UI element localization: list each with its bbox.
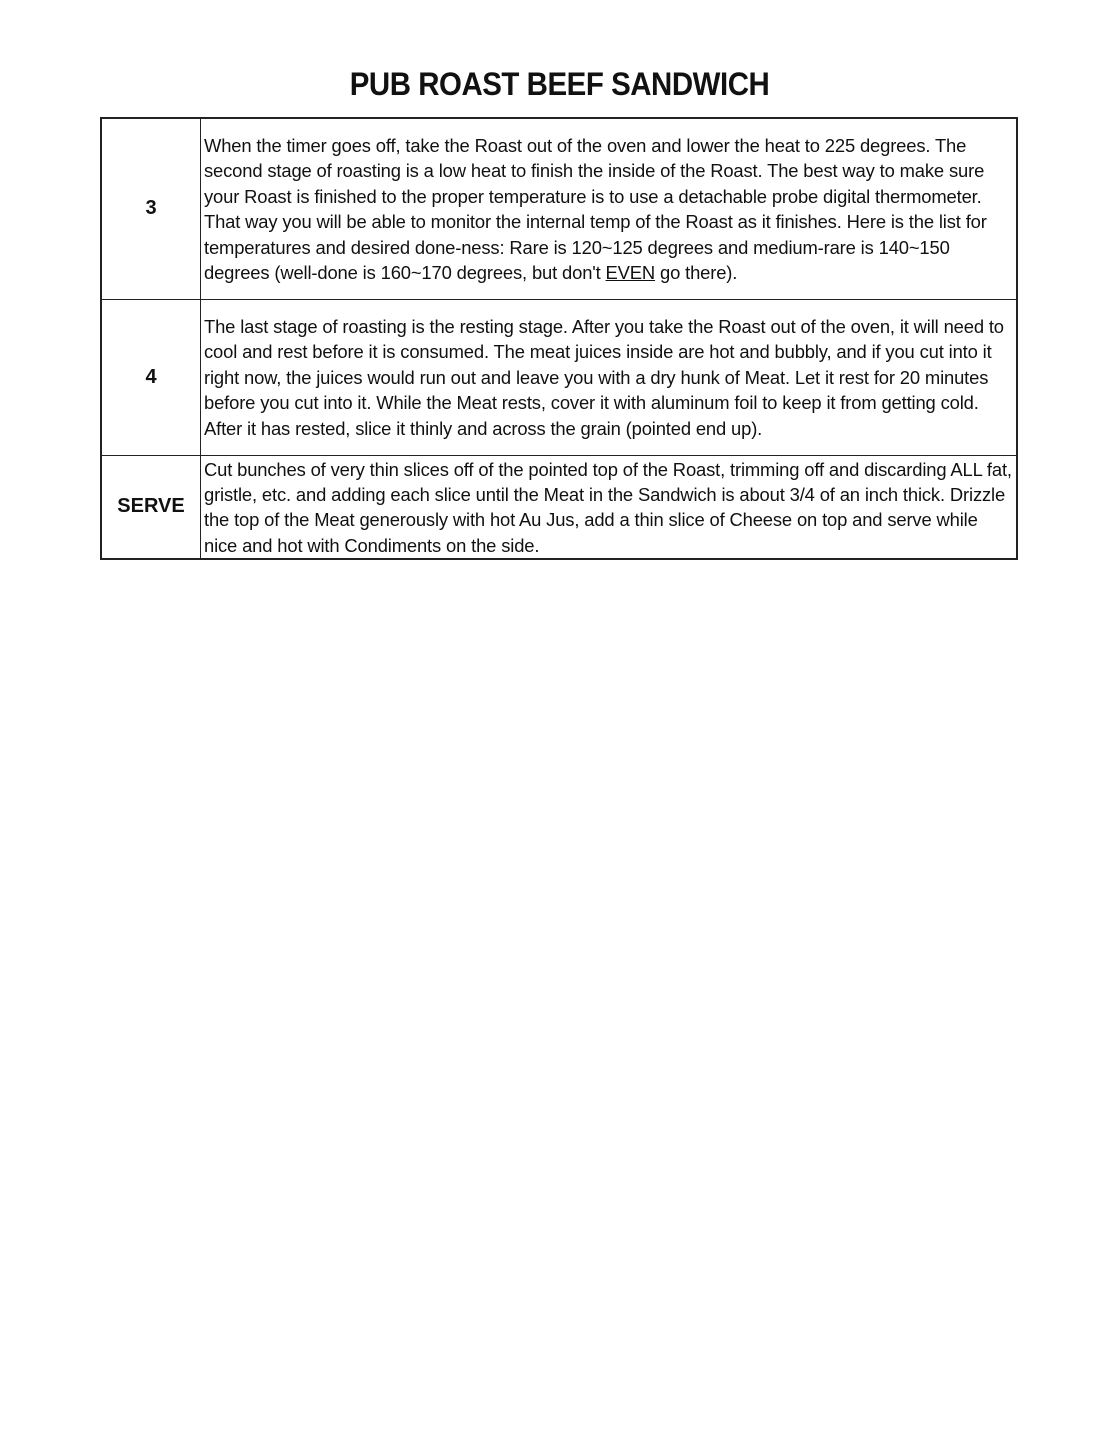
step-text: The last stage of roasting is the resting stage. After you take the Roast out of the oven, it will need to cool and rest before it is consumed. The meat juices inside are hot and bubbly, and if you cut into it right now, the juices would run out and leave you with a dry hunk of Meat. Let it rest for 20 minutes before you cut into it. While the Meat rests, cover it with aluminum foil to keep it from getting cold. After it has rested, slice it thinly and across the grain (pointed end up). [201, 299, 1018, 455]
step-text: Cut bunches of very thin slices off of the pointed top of the Roast, trimming off and discarding ALL fat, gristle, etc. and adding each slice until the Meat in the Sandwich is about 3/4 of an inch thick. Drizzle the top of the Meat generously with hot Au Jus, add a thin slice of Cheese on top and serve while nice and hot with Condiments on the side. [201, 455, 1018, 559]
step-text-part: When the timer goes off, take the Roast out of the oven and lower the heat to 225 degrees. The second stage of roasting is a low heat to finish the inside of the Roast. The best way to make sure your Roast is finished to the proper temperature is to use a detachable probe digital thermometer. That way you will be able to monitor the internal temp of the Roast as it finishes. Here is the list for temperatures and desired done-ness: Rare is 120~125 degrees and medium-rare is 140~150 degrees (well-done is 160~170 degrees, but don't [204, 135, 987, 284]
step-text-part: go there). [655, 262, 738, 284]
step-number: SERVE [101, 455, 201, 559]
step-text [201, 118, 1018, 299]
step-number: 3 [101, 118, 201, 299]
step-number: 4 [101, 299, 201, 455]
document-title: PUB ROAST BEEF SANDWICH [349, 66, 770, 102]
table-row [101, 455, 1017, 559]
underlined-emphasis: EVEN [605, 262, 656, 284]
table-row [101, 118, 1017, 299]
table-row [101, 299, 1017, 455]
steps-table [100, 117, 1018, 560]
